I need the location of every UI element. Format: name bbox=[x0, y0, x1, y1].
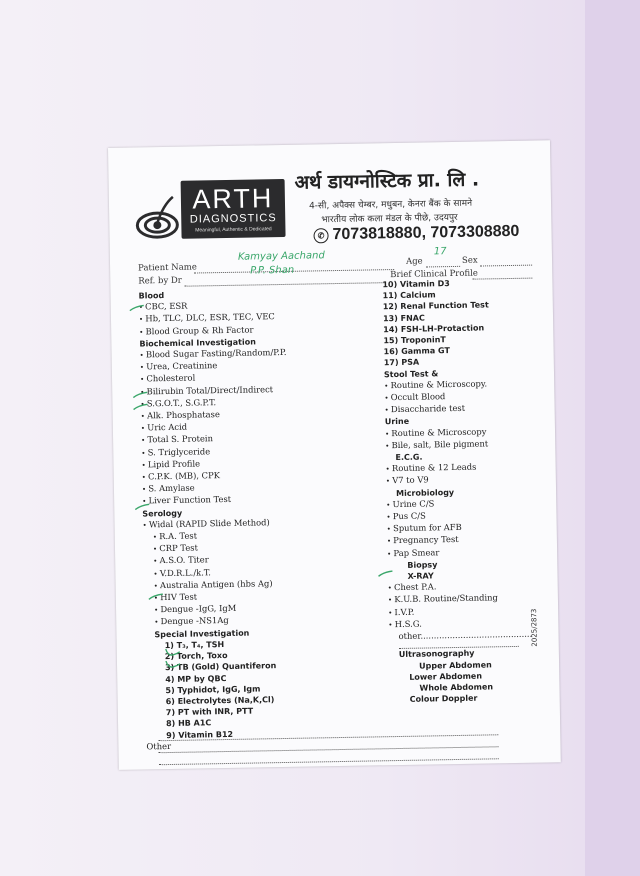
check-mark-icon bbox=[129, 304, 145, 314]
patient-name-handwritten: Kamyay Aachand bbox=[237, 250, 325, 263]
left-test-item: • V.D.R.L./k.T. bbox=[143, 566, 290, 581]
left-test-item: • S. Amylase bbox=[142, 481, 289, 496]
ref-doctor-handwritten: P.P. Shan bbox=[250, 264, 295, 277]
left-test-item: • C.P.K. (MB), CPK bbox=[142, 469, 289, 484]
left-test-item: • Lipid Profile bbox=[141, 457, 288, 472]
check-mark-icon bbox=[134, 503, 150, 513]
right-test-item: • Bile, salt, Bile pigment bbox=[385, 438, 529, 453]
left-test-item: • Urea, Creatinine bbox=[140, 359, 287, 374]
age-handwritten: 17 bbox=[433, 246, 447, 258]
hindi-company-name: अर्थ डायग्नोस्टिक प्रा. लि . bbox=[294, 168, 480, 194]
check-mark-icon bbox=[132, 391, 148, 401]
right-test-item: Whole Abdomen bbox=[419, 682, 494, 693]
right-test-item: E.C.G. bbox=[395, 452, 423, 463]
left-test-item: Biochemical Investigation bbox=[139, 337, 256, 349]
left-test-item: • Total S. Protein bbox=[141, 432, 288, 447]
left-test-item: Blood bbox=[138, 291, 165, 301]
left-test-item: • CBC, ESR bbox=[139, 299, 286, 314]
left-test-item: • CRP Test bbox=[143, 541, 290, 556]
right-test-item: • H.S.G. bbox=[388, 617, 532, 632]
address-line-2: भारतीय लोक कला मंडल के पीछे, उदयपुर bbox=[321, 212, 458, 226]
check-mark-icon bbox=[377, 570, 393, 580]
right-test-item: Biopsy bbox=[407, 560, 438, 570]
left-test-column bbox=[138, 288, 293, 752]
sex-label: Sex bbox=[461, 255, 478, 266]
right-test-item: X-RAY bbox=[407, 571, 434, 581]
right-test-item: Ultrasonography bbox=[398, 648, 475, 660]
left-test-item: 7) PT with INR, PTT bbox=[165, 706, 254, 718]
right-test-item: 16) Gamma GT bbox=[383, 346, 450, 357]
left-test-item: 1) T₃, T₄, TSH bbox=[164, 639, 225, 650]
left-test-item: 8) HB A1C bbox=[165, 718, 212, 729]
right-test-item: Stool Test & bbox=[383, 368, 439, 379]
left-test-item: • Blood Group & Rh Factor bbox=[139, 324, 286, 339]
left-test-item: • Uric Acid bbox=[141, 420, 288, 435]
address-line-1: 4-सी, अपैक्स चेम्बर, मधुबन, केनरा बैंक के सामने bbox=[308, 198, 473, 212]
left-test-item: • Hb, TLC, DLC, ESR, TEC, VEC bbox=[139, 311, 286, 326]
phone-icon: ✆ bbox=[313, 228, 328, 243]
logo-swirl-icon bbox=[133, 195, 182, 244]
brand-subtitle: DIAGNOSTICS bbox=[189, 212, 277, 226]
check-mark-icon bbox=[148, 593, 164, 603]
background-edge bbox=[585, 0, 640, 876]
logo-box bbox=[181, 179, 286, 239]
right-test-item: • Occult Blood bbox=[384, 390, 528, 405]
right-test-item: 12) Renal Function Test bbox=[382, 300, 489, 312]
right-test-item: Colour Doppler bbox=[409, 693, 478, 704]
ref-doctor-label: Ref. by Dr bbox=[138, 275, 182, 287]
left-test-item: Serology bbox=[142, 508, 183, 519]
left-test-item: • HIV Test bbox=[144, 590, 291, 605]
right-test-item: • I.V.P. bbox=[388, 604, 532, 619]
right-test-item: • K.U.B. Routine/Standing bbox=[388, 592, 532, 607]
right-test-item: 13) FNAC bbox=[382, 313, 425, 323]
check-mark-icon bbox=[165, 659, 181, 669]
age-line bbox=[426, 266, 460, 268]
left-test-item: • S.G.O.T., S.G.P.T. bbox=[140, 396, 287, 411]
left-test-item: 9) Vitamin B12 bbox=[166, 729, 234, 740]
right-test-item: • Sputum for AFB bbox=[387, 521, 531, 536]
right-test-item: • Chest P.A. bbox=[388, 580, 532, 595]
right-test-item: • V7 to V9 bbox=[386, 473, 530, 488]
right-test-item: Microbiology bbox=[395, 487, 455, 498]
ref-doctor-line bbox=[184, 282, 384, 286]
right-test-item: • Pus C/S bbox=[386, 509, 530, 524]
right-test-item: other.......................................... bbox=[398, 628, 533, 642]
left-test-item: • Dengue -IgG, IgM bbox=[144, 602, 291, 617]
check-mark-icon bbox=[165, 647, 181, 657]
left-test-item: • Liver Function Test bbox=[142, 493, 289, 508]
right-test-item: Lower Abdomen bbox=[409, 671, 483, 682]
right-test-item: 17) PSA bbox=[383, 358, 420, 368]
left-test-item: 2) Torch, Toxo bbox=[164, 651, 228, 662]
right-test-item: • Pregnancy Test bbox=[387, 533, 531, 548]
left-test-item: 4) MP by QBC bbox=[165, 673, 227, 684]
clinical-profile-label: Brief Clinical Profile bbox=[390, 268, 478, 281]
right-test-column bbox=[382, 277, 533, 706]
right-test-item: 10) Vitamin D3 bbox=[382, 279, 450, 290]
brand-tagline: Meaningful, Authentic & Dedicated bbox=[195, 226, 272, 234]
right-test-item: 15) TroponinT bbox=[383, 335, 446, 346]
left-test-item: • Australia Antigen (hbs Ag) bbox=[144, 578, 291, 593]
right-test-item: Urine bbox=[384, 417, 410, 427]
right-test-item: • Disaccharide test bbox=[385, 402, 529, 417]
left-test-item: 5) Typhidot, IgG, Igm bbox=[165, 684, 261, 695]
left-test-item: • Blood Sugar Fasting/Random/P.P. bbox=[140, 347, 287, 362]
right-test-item: • Routine & Microscopy. bbox=[384, 378, 528, 393]
left-test-item: 3) TB (Gold) Quantiferon bbox=[165, 661, 277, 673]
left-test-item: • Dengue -NS1Ag bbox=[144, 614, 291, 629]
right-test-item: 11) Calcium bbox=[382, 290, 436, 301]
age-label: Age bbox=[405, 256, 423, 267]
brand-name: ARTH bbox=[192, 183, 274, 215]
right-test-item: • Pap Smear bbox=[387, 545, 531, 560]
left-test-item: • Cholesterol bbox=[140, 371, 287, 386]
right-test-item: Upper Abdomen bbox=[419, 659, 492, 671]
right-test-item: • Urine C/S bbox=[386, 497, 530, 512]
test-requisition-form bbox=[108, 140, 561, 770]
left-test-item: Other bbox=[146, 740, 172, 752]
serial-number: 2025/2873 bbox=[530, 608, 539, 647]
left-test-item: • S. Triglyceride bbox=[141, 445, 288, 460]
phone-text: 7073818880, 7073308880 bbox=[332, 222, 520, 244]
right-test-item: 14) FSH-LH-Protaction bbox=[383, 323, 485, 335]
patient-name-label: Patient Name bbox=[138, 262, 197, 274]
sex-line bbox=[480, 265, 532, 267]
left-test-item: • Bilirubin Total/Direct/Indirect bbox=[140, 384, 287, 399]
right-test-item: • Routine & Microscopy bbox=[385, 425, 529, 440]
left-test-item: • Alk. Phosphatase bbox=[141, 408, 288, 423]
arth-logo bbox=[133, 175, 284, 244]
left-test-item: • R.A. Test bbox=[143, 529, 290, 544]
left-test-item: Special Investigation bbox=[154, 628, 250, 639]
check-mark-icon bbox=[132, 403, 148, 413]
left-test-item: • A.S.O. Titer bbox=[143, 553, 290, 568]
phone-numbers bbox=[313, 223, 519, 245]
left-test-item: • Widal (RAPID Slide Method) bbox=[142, 517, 289, 532]
other-lines bbox=[158, 723, 499, 765]
right-test-item: • Routine & 12 Leads bbox=[386, 461, 530, 476]
left-test-item: 6) Electrolytes (Na,K,Cl) bbox=[165, 695, 275, 706]
